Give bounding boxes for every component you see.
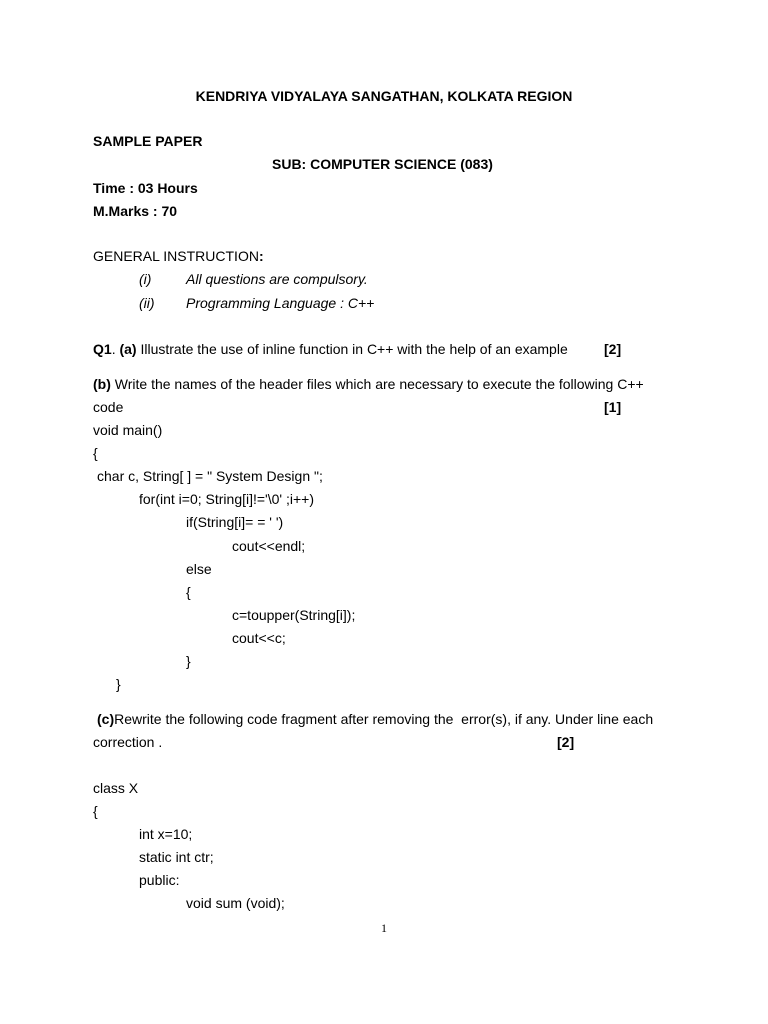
code-line: else xyxy=(186,561,212,577)
q1c-line-1 xyxy=(97,711,653,727)
code-line: cout<<c; xyxy=(232,630,286,646)
code-line: cout<<endl; xyxy=(232,538,306,554)
q1-label: Q1 xyxy=(93,341,112,357)
organization-title: KENDRIYA VIDYALAYA SANGATHAN, KOLKATA REGION xyxy=(195,88,573,104)
instruction-num-2: (ii) xyxy=(139,295,155,311)
code-line: if(String[i]= = ' ') xyxy=(186,514,284,530)
code-line: void main() xyxy=(93,422,163,438)
q1a-marks: [2] xyxy=(604,341,622,357)
code-line: { xyxy=(93,803,98,819)
q1a-label: (a) xyxy=(119,341,137,357)
q1b-text-1: Write the names of the header files which are necessary to execute the following C++ xyxy=(110,376,644,392)
q1b-line-1 xyxy=(93,376,644,392)
q1b-marks: [1] xyxy=(604,399,622,415)
q1b-label: (b) xyxy=(93,376,111,392)
code-line: class X xyxy=(93,780,139,796)
code-line: { xyxy=(93,445,98,461)
instructions-heading-colon: : xyxy=(258,248,264,264)
instructions-heading-text: GENERAL INSTRUCTION xyxy=(93,248,259,264)
marks-line: M.Marks : 70 xyxy=(93,203,178,219)
code-line: { xyxy=(186,584,191,600)
code-line: char c, String[ ] = " System Design "; xyxy=(97,468,323,484)
instruction-num-1: (i) xyxy=(139,271,152,287)
instruction-text-1: All questions are compulsory. xyxy=(186,271,368,287)
paper-type: SAMPLE PAPER xyxy=(93,133,203,149)
code-line: void sum (void); xyxy=(186,895,285,911)
code-line: } xyxy=(116,676,121,692)
q1c-text-1: Rewrite the following code fragment after removing the error(s), if any. Under line each xyxy=(114,711,654,727)
instructions-heading xyxy=(93,248,264,264)
q1-sep: . xyxy=(111,341,120,357)
time-line: Time : 03 Hours xyxy=(93,180,198,196)
code-line: static int ctr; xyxy=(139,849,214,865)
code-line: int x=10; xyxy=(139,826,193,842)
code-line: } xyxy=(186,653,191,669)
q1b-text-2: code xyxy=(93,399,124,415)
subject-line: SUB: COMPUTER SCIENCE (083) xyxy=(272,156,493,172)
code-line: c=toupper(String[i]); xyxy=(232,607,356,623)
page-number: 1 xyxy=(381,921,387,935)
q1a-text: Illustrate the use of inline function in C++ with the help of an example xyxy=(136,341,568,357)
q1c-label: (c) xyxy=(97,711,115,727)
instruction-text-2: Programming Language : C++ xyxy=(186,295,375,311)
q1a-line xyxy=(93,341,568,357)
code-line: public: xyxy=(139,872,180,888)
code-line: for(int i=0; String[i]!='\0' ;i++) xyxy=(139,491,314,507)
q1c-text-2: correction . xyxy=(93,734,163,750)
q1c-marks: [2] xyxy=(557,734,575,750)
